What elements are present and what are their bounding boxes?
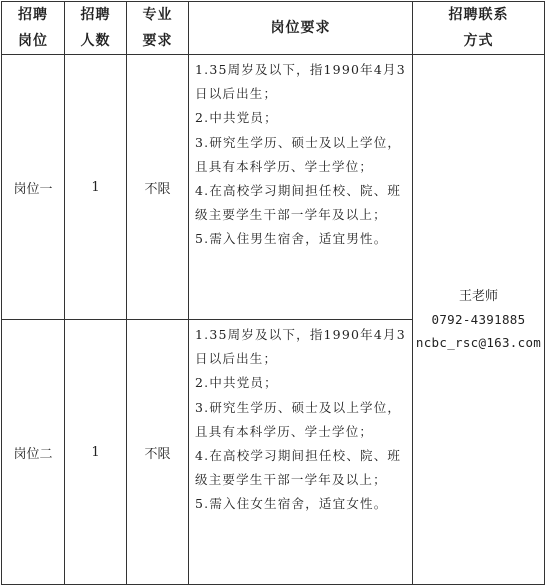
post-cell: 岗位一 bbox=[2, 55, 65, 320]
header-row bbox=[2, 2, 545, 55]
contact-phone: 0792-4391885 bbox=[431, 312, 526, 327]
header-count: 招聘 人数 bbox=[65, 2, 127, 55]
count-cell: 1 bbox=[65, 55, 127, 320]
table-row bbox=[2, 55, 545, 320]
count-cell: 1 bbox=[65, 320, 127, 585]
header-requirements: 岗位要求 bbox=[189, 2, 413, 55]
major-cell: 不限 bbox=[127, 55, 189, 320]
contact-cell bbox=[413, 55, 545, 585]
header-major: 专业 要求 bbox=[127, 2, 189, 55]
contact-email[interactable]: ncbc_rsc@163.com bbox=[415, 335, 542, 350]
requirement-item: 3.研究生学历、硕士及以上学位，且具有本科学历、学士学位； bbox=[195, 134, 402, 174]
recruitment-table bbox=[1, 1, 545, 585]
requirements-cell bbox=[189, 320, 413, 585]
contact-name: 王老师 bbox=[458, 289, 498, 304]
requirement-item: 4.在高校学习期间担任校、院、班级主要学生干部一学年及以上； bbox=[195, 448, 402, 488]
requirement-item: 5.需入住女生宿舍，适宜女性。 bbox=[195, 496, 388, 512]
requirement-item: 2.中共党员； bbox=[195, 110, 278, 126]
header-contact: 招聘联系 方式 bbox=[413, 2, 545, 55]
requirement-item: 5.需入住男生宿舍，适宜男性。 bbox=[195, 231, 388, 247]
requirement-item: 1.35周岁及以下，指1990年4月3日以后出生； bbox=[195, 327, 406, 367]
requirement-item: 3.研究生学历、硕士及以上学位，且具有本科学历、学士学位； bbox=[195, 399, 402, 439]
requirement-item: 1.35周岁及以下，指1990年4月3日以后出生； bbox=[195, 62, 406, 102]
requirements-cell bbox=[189, 55, 413, 320]
post-cell: 岗位二 bbox=[2, 320, 65, 585]
major-cell: 不限 bbox=[127, 320, 189, 585]
header-post: 招聘 岗位 bbox=[2, 2, 65, 55]
requirement-item: 4.在高校学习期间担任校、院、班级主要学生干部一学年及以上； bbox=[195, 183, 402, 223]
requirement-item: 2.中共党员； bbox=[195, 375, 278, 391]
